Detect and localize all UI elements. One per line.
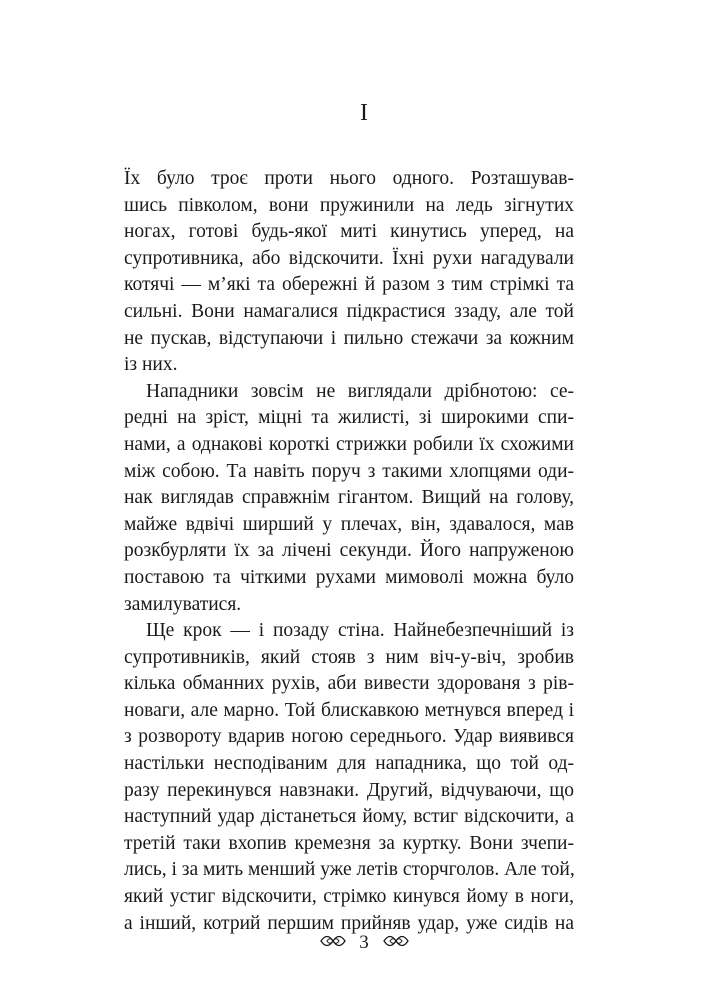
text-line: котячі — м’які та обережні й разом з тим стрімкі та <box>124 274 574 296</box>
text-line: ногах, готові будь-якої миті кинутись уперед, на <box>124 221 574 243</box>
text-line: який устиг відскочити, стрімко кинувся йому в ноги, <box>124 886 574 908</box>
text-line: замилуватися. <box>124 593 242 615</box>
text-line: супротивників, який стояв з ним віч-у-віч, зробив <box>124 646 574 668</box>
text-line: із них. <box>124 354 178 376</box>
text-line: разу перекинувся навзнаки. Другий, відчуваючи, що <box>124 779 574 801</box>
text-line: розкбурляти їх за лічені секунди. Його напруженою <box>124 540 574 562</box>
text-line: кілька обманних рухів, аби вивести здорованя з рів- <box>124 673 574 695</box>
page-footer <box>0 930 728 955</box>
text-line: Їх було троє проти нього одного. Розташував- <box>124 168 574 189</box>
text-line: Ще крок — і позаду стіна. Найнебезпечніший із <box>146 620 574 642</box>
text-line: поставою та чіткими рухами мимоволі можна було <box>124 566 574 588</box>
text-line: Нападники зовсім не виглядали дрібнотою: се- <box>146 380 574 402</box>
text-line: редні на зріст, міцні та жилисті, зі широкими спи- <box>124 407 574 429</box>
text-line: нак виглядав справжнім гігантом. Вищий на голову, <box>124 487 574 509</box>
text-line: майже вдвічі ширший у плечах, він, здавалося, мав <box>124 513 574 535</box>
text-line: сильні. Вони намагалися підкрастися ззаду, але той <box>124 300 574 322</box>
chapter-title: I <box>360 100 368 126</box>
knot-ornament-icon <box>319 931 347 955</box>
text-line: третій таки вхопив кремезня за куртку. Вони зчепи- <box>124 832 574 854</box>
text-line: з розвороту вдарив ногою середнього. Удар виявився <box>124 726 574 748</box>
text-line: шись півколом, вони пружинили на ледь зігнутих <box>124 194 574 216</box>
text-line: наступний удар дістанеться йому, встиг відскочити, а <box>124 806 574 828</box>
text-line: нами, а однакові короткі стрижки робили їх схожими <box>124 433 574 455</box>
text-line: супротивника, або відскочити. Їхні рухи нагадували <box>124 247 574 269</box>
text-line: новаги, але марно. Той блискавкою метнувся вперед і <box>124 699 574 721</box>
text-line: не пускав, відступаючи і пильно стежачи за кожним <box>124 327 574 349</box>
text-line: а інший, котрий першим прийняв удар, уже сидів на <box>124 912 574 934</box>
body-text <box>124 166 574 937</box>
text-line: настільки несподіваним для нападника, що той од- <box>124 753 574 775</box>
knot-ornament-icon <box>382 931 410 955</box>
page-number: 3 <box>359 931 369 953</box>
text-line: між собою. Та навіть поруч з такими хлопцями оди- <box>124 460 574 482</box>
text-line: лись, і за мить менший уже летів сторчголов. Але той, <box>124 859 575 881</box>
